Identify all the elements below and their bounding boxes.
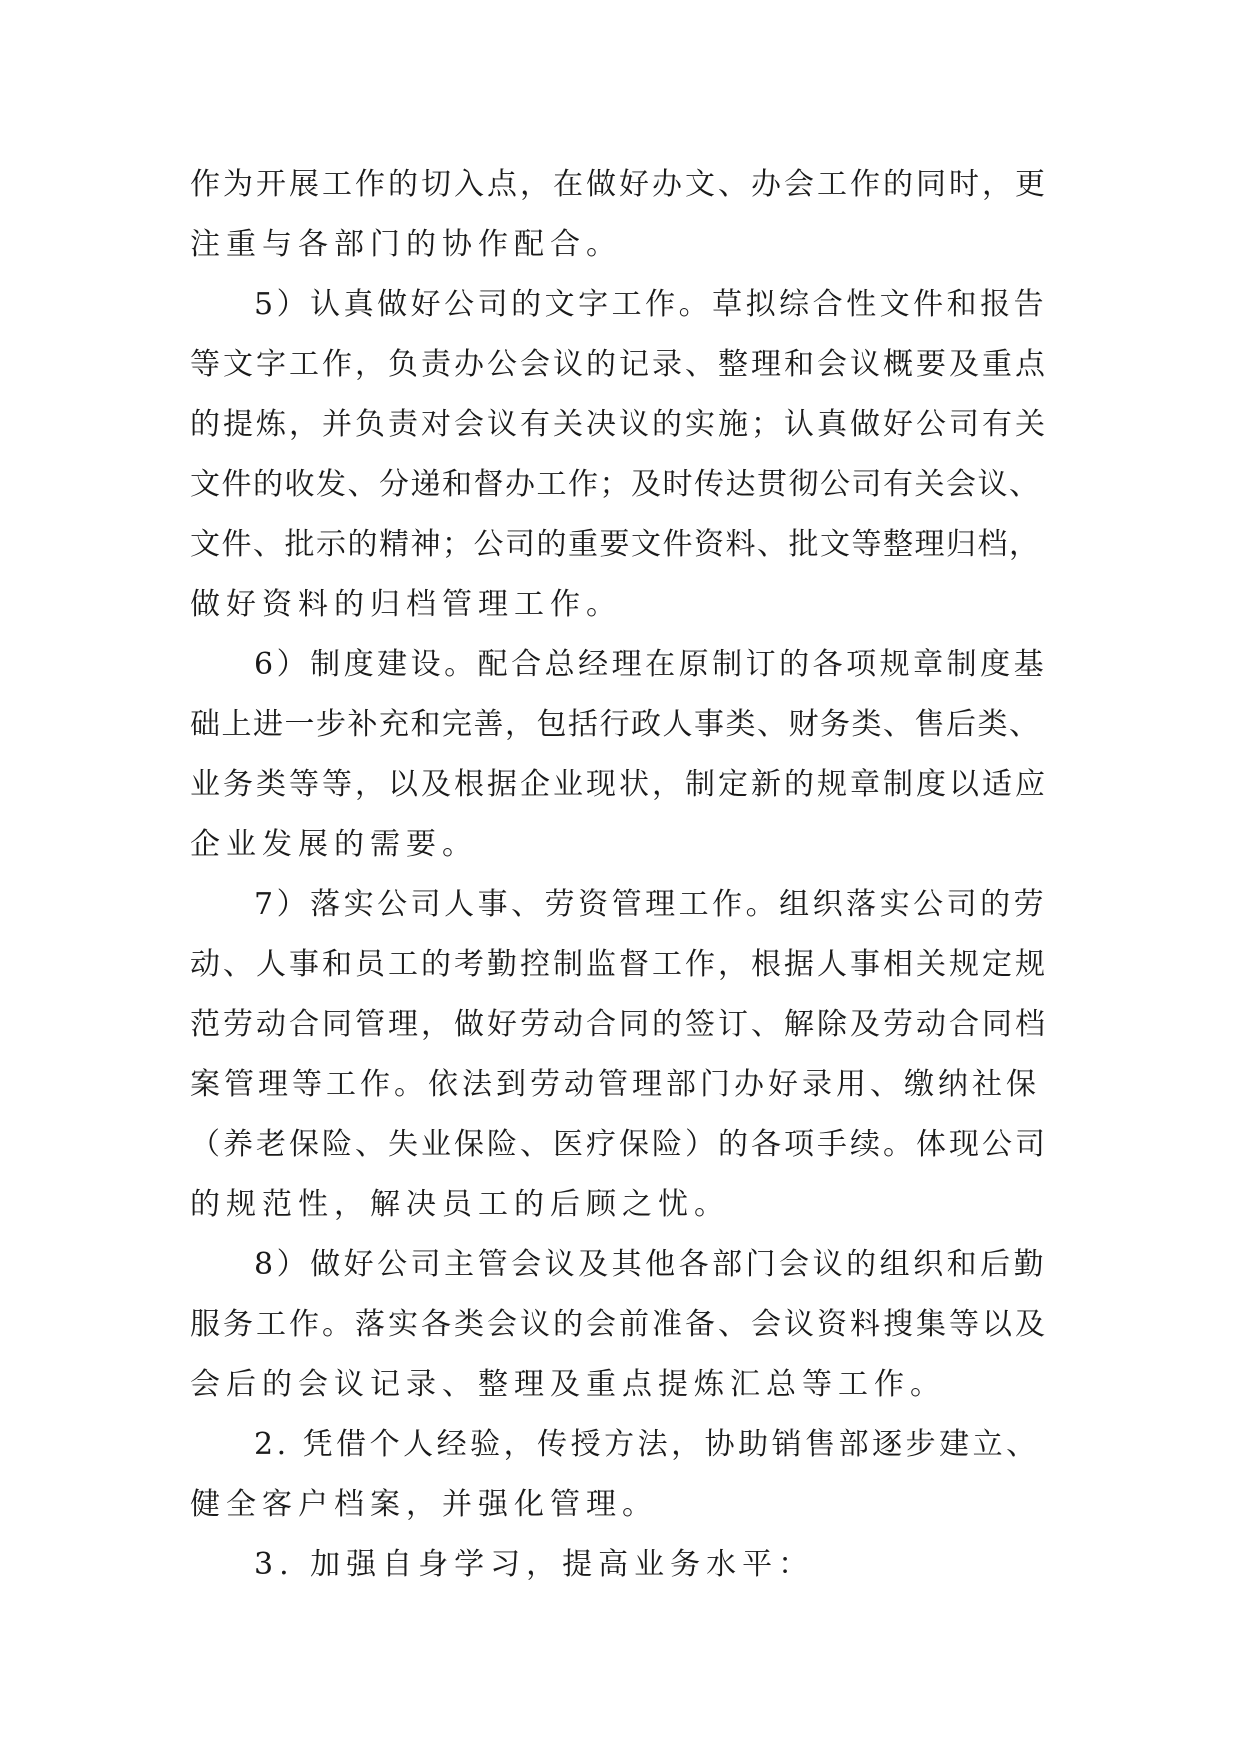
paragraph-item-8 bbox=[190, 1235, 1050, 1415]
text-line: 5）认真做好公司的文字工作。草拟综合性文件和报告 bbox=[254, 287, 1048, 322]
paragraph-item-7 bbox=[190, 875, 1050, 1235]
text-line: 会后的会议记录、整理及重点提炼汇总等工作。 bbox=[190, 1367, 946, 1402]
paragraph-section-3 bbox=[190, 1535, 1050, 1595]
text-line: 作为开展工作的切入点，在做好办文、办会工作的同时，更 bbox=[190, 167, 1048, 202]
text-line: 动、人事和员工的考勤控制监督工作，根据人事相关规定规 bbox=[190, 947, 1048, 982]
paragraph-item-5 bbox=[190, 275, 1050, 635]
text-line: 做好资料的归档管理工作。 bbox=[190, 587, 622, 622]
text-line: 的提炼，并负责对会议有关决议的实施；认真做好公司有关 bbox=[190, 407, 1048, 442]
text-line: 础上进一步补充和完善，包括行政人事类、财务类、售后类、 bbox=[190, 707, 1041, 742]
paragraph-section-2 bbox=[190, 1415, 1050, 1535]
text-line: 7）落实公司人事、劳资管理工作。组织落实公司的劳 bbox=[254, 887, 1048, 922]
text-line: 服务工作。落实各类会议的会前准备、会议资料搜集等以及 bbox=[190, 1307, 1048, 1342]
document-body bbox=[190, 155, 1050, 1595]
text-line: 3. 加强自身学习，提高业务水平： bbox=[254, 1547, 815, 1582]
text-line: 范劳动合同管理，做好劳动合同的签订、解除及劳动合同档 bbox=[190, 1007, 1048, 1042]
text-line: 8）做好公司主管会议及其他各部门会议的组织和后勤 bbox=[254, 1247, 1048, 1282]
text-line: 业务类等等，以及根据企业现状，制定新的规章制度以适应 bbox=[190, 767, 1048, 802]
text-line: （养老保险、失业保险、医疗保险）的各项手续。体现公司 bbox=[190, 1127, 1048, 1162]
text-line: 等文字工作，负责办公会议的记录、整理和会议概要及重点 bbox=[190, 347, 1048, 382]
paragraph-item-6 bbox=[190, 635, 1050, 875]
text-line: 案管理等工作。依法到劳动管理部门办好录用、缴纳社保 bbox=[190, 1067, 1040, 1102]
text-line: 注重与各部门的协作配合。 bbox=[190, 227, 622, 262]
text-line: 企业发展的需要。 bbox=[190, 827, 478, 862]
text-line: 的规范性，解决员工的后顾之忧。 bbox=[190, 1187, 730, 1222]
text-line: 健全客户档案，并强化管理。 bbox=[190, 1487, 658, 1522]
text-line: 文件、批示的精神；公司的重要文件资料、批文等整理归档， bbox=[190, 527, 1041, 562]
paragraph-continuation bbox=[190, 155, 1050, 275]
text-line: 6）制度建设。配合总经理在原制订的各项规章制度基 bbox=[254, 647, 1048, 682]
text-line: 文件的收发、分递和督办工作；及时传达贯彻公司有关会议、 bbox=[190, 467, 1041, 502]
text-line: 2. 凭借个人经验，传授方法，协助销售部逐步建立、 bbox=[254, 1427, 1040, 1462]
